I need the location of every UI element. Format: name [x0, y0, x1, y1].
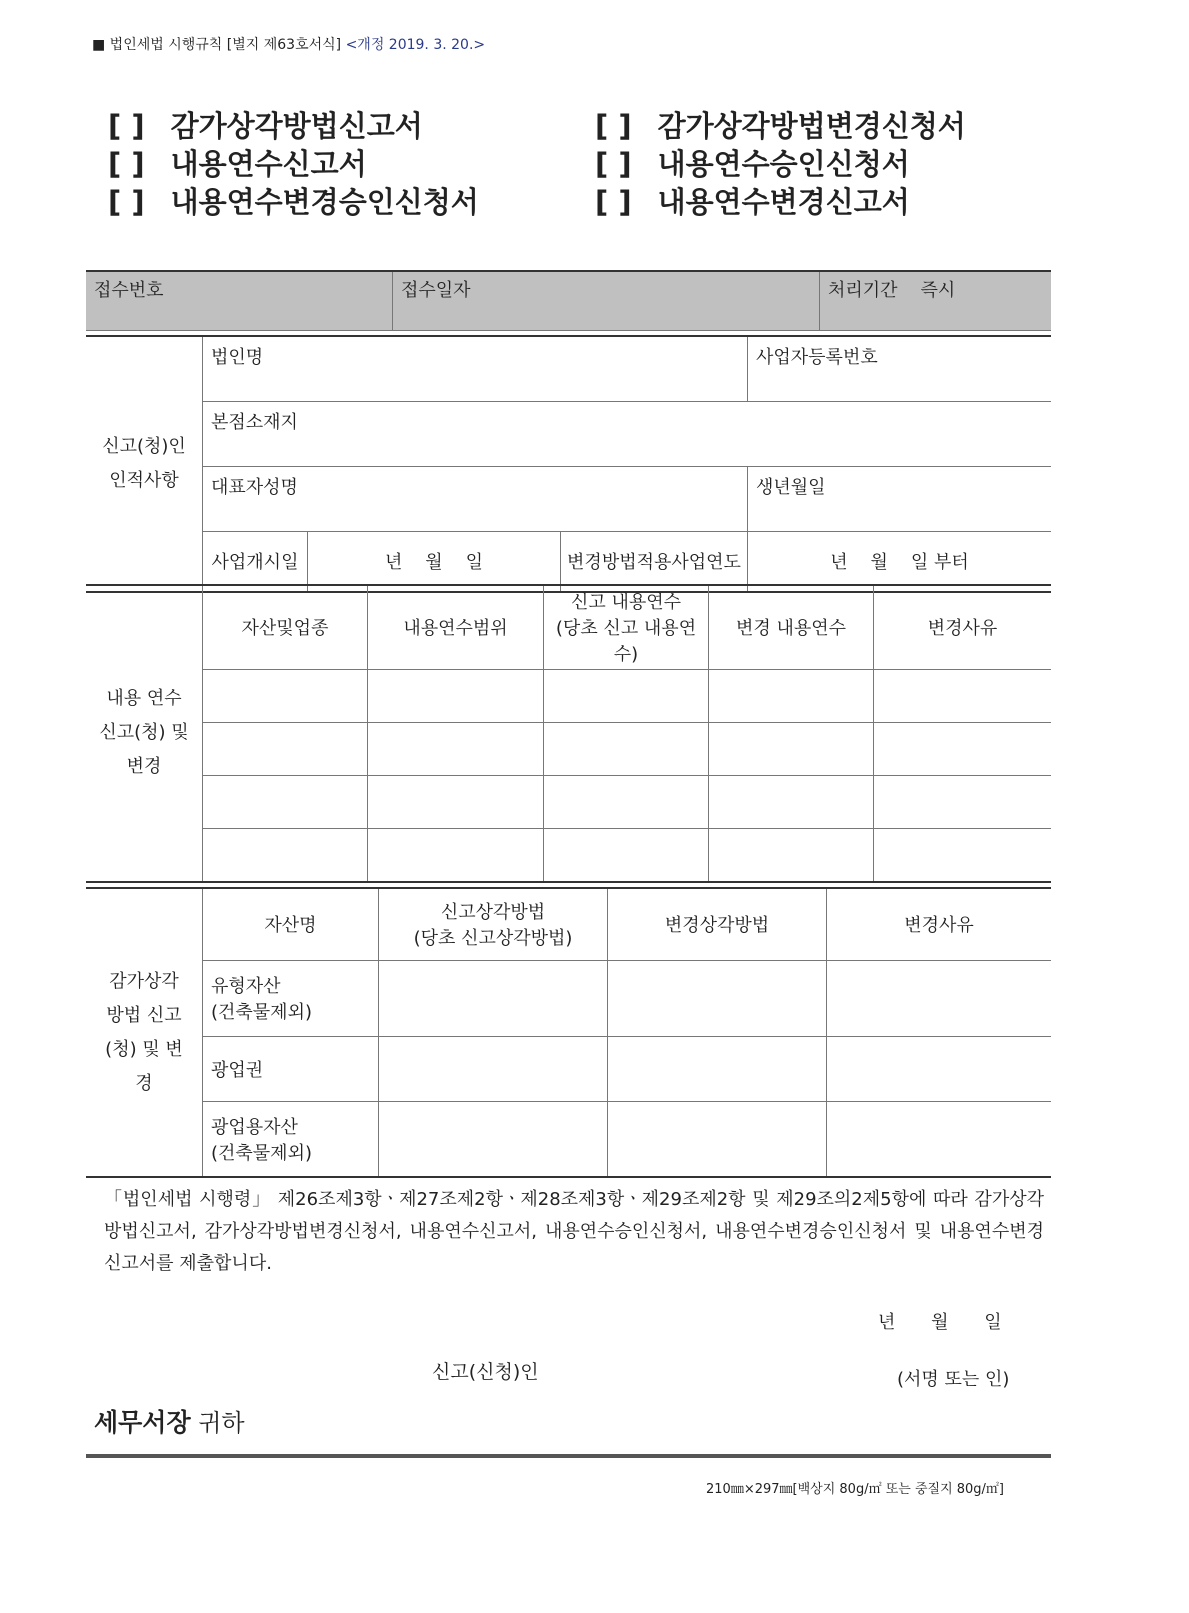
- bottom-divider: [86, 1454, 1051, 1458]
- col-reported-method: 신고상각방법 (당초 신고상각방법): [379, 888, 608, 960]
- cell[interactable]: [203, 722, 368, 775]
- head-office-field[interactable]: 본점소재지: [203, 402, 1052, 467]
- rep-name-field[interactable]: 대표자성명: [203, 467, 748, 532]
- cell[interactable]: [608, 960, 827, 1036]
- apply-year-label: 변경방법적용사업연도: [561, 532, 748, 592]
- useful-life-section-label: 내용 연수 신고(청) 및 변경: [86, 585, 203, 882]
- identity-section-label: 신고(청)인 인적사항: [86, 336, 203, 592]
- col-asset-name: 자산명: [203, 888, 379, 960]
- start-date-field[interactable]: 년 월 일: [308, 532, 561, 592]
- col-change-reason: 변경사유: [827, 888, 1052, 960]
- title-life-change-report[interactable]: [ ] 내용연수변경신고서: [595, 185, 910, 219]
- submission-statement: 「법인세법 시행령」 제26조제3항ㆍ제27조제2항ㆍ제28조제3항ㆍ제29조제2항 및 제29조의2제5항에 따라 감가상각방법신고서, 감가상각방법변경신청서, 내용연수신고서, 내용연수승인신청서, 내용연수변경승인신청서 및 내용연수변경신고서를 제출합니다.: [104, 1189, 1044, 1274]
- cell[interactable]: [608, 1101, 827, 1177]
- applicant-label: 신고(신청)인: [432, 1361, 539, 1383]
- cell[interactable]: [827, 1101, 1052, 1177]
- title-depreciation-report[interactable]: [ ] 감가상각방법신고서: [108, 109, 423, 143]
- cell[interactable]: [544, 775, 709, 828]
- cell[interactable]: [368, 722, 544, 775]
- corp-name-field[interactable]: 법인명: [203, 336, 748, 402]
- cell[interactable]: [379, 960, 608, 1036]
- cell[interactable]: [608, 1036, 827, 1101]
- title-life-change-approval[interactable]: [ ] 내용연수변경승인신청서: [108, 185, 479, 219]
- recipient-suffix: 귀하: [198, 1409, 245, 1437]
- cell[interactable]: [874, 775, 1052, 828]
- cell[interactable]: [827, 1036, 1052, 1101]
- cell[interactable]: [827, 960, 1052, 1036]
- cell[interactable]: [379, 1101, 608, 1177]
- receipt-date[interactable]: 접수일자: [393, 271, 820, 331]
- cell[interactable]: [874, 722, 1052, 775]
- cell[interactable]: [379, 1036, 608, 1101]
- title-depreciation-change[interactable]: [ ] 감가상각방법변경신청서: [595, 109, 966, 143]
- cell[interactable]: [709, 775, 874, 828]
- col-reported-life: 신고 내용연수 (당초 신고 내용연수): [544, 585, 709, 669]
- start-date-label: 사업개시일: [203, 532, 308, 592]
- processing-value: 즉시: [920, 280, 956, 301]
- cell[interactable]: [368, 775, 544, 828]
- recipient: [94, 1403, 245, 1439]
- asset-mining-right: 광업권: [203, 1036, 379, 1101]
- cell[interactable]: [709, 669, 874, 722]
- cell[interactable]: [203, 669, 368, 722]
- checkbox[interactable]: [ ]: [108, 147, 145, 181]
- title-life-report[interactable]: [ ] 내용연수신고서: [108, 147, 367, 181]
- cell[interactable]: [368, 828, 544, 882]
- receipt-number[interactable]: 접수번호: [86, 271, 393, 331]
- col-asset-industry: 자산및업종: [203, 585, 368, 669]
- checkbox[interactable]: [ ]: [595, 109, 632, 143]
- form-header: [92, 34, 485, 54]
- checkbox[interactable]: [ ]: [108, 109, 145, 143]
- asset-tangible: 유형자산 (건축물제외): [203, 960, 379, 1036]
- title-life-approval[interactable]: [ ] 내용연수승인신청서: [595, 147, 910, 181]
- signature-date[interactable]: 년 월 일: [878, 1312, 1002, 1333]
- col-life-range: 내용연수범위: [368, 585, 544, 669]
- cell[interactable]: [544, 669, 709, 722]
- checkbox[interactable]: [ ]: [595, 185, 632, 219]
- depreciation-section-label: 감가상각 방법 신고 (청) 및 변 경: [86, 888, 203, 1177]
- cell[interactable]: [203, 828, 368, 882]
- birth-date-field[interactable]: 생년월일: [748, 467, 1052, 532]
- cell[interactable]: [874, 669, 1052, 722]
- depreciation-table: [86, 887, 1051, 1178]
- processing-period: 처리기간 즉시: [820, 271, 1052, 331]
- cell[interactable]: [203, 775, 368, 828]
- asset-mining-equipment: 광업용자산 (건축물제외): [203, 1101, 379, 1177]
- col-change-reason: 변경사유: [874, 585, 1052, 669]
- checkbox[interactable]: [ ]: [595, 147, 632, 181]
- tax-office-name: 세무서장: [94, 1408, 191, 1437]
- checkbox[interactable]: [ ]: [108, 185, 145, 219]
- apply-year-field[interactable]: 년 월 일 부터: [748, 532, 1052, 592]
- useful-life-table: [86, 584, 1051, 883]
- cell[interactable]: [368, 669, 544, 722]
- cell[interactable]: [709, 722, 874, 775]
- law-reference: ■ 법인세법 시행규칙 [별지 제63호서식]: [92, 37, 342, 53]
- biz-number-field[interactable]: 사업자등록번호: [748, 336, 1052, 402]
- receipt-table: [86, 270, 1051, 331]
- identity-table: [86, 335, 1051, 593]
- cell[interactable]: [544, 722, 709, 775]
- cell[interactable]: [874, 828, 1052, 882]
- col-changed-method: 변경상각방법: [608, 888, 827, 960]
- amendment-date: <개정 2019. 3. 20.>: [345, 37, 486, 53]
- cell[interactable]: [544, 828, 709, 882]
- cell[interactable]: [709, 828, 874, 882]
- paper-spec: 210㎜×297㎜[백상지 80g/㎡ 또는 중질지 80g/㎡]: [706, 1482, 1005, 1497]
- col-changed-life: 변경 내용연수: [709, 585, 874, 669]
- signature-seal[interactable]: (서명 또는 인): [897, 1369, 1010, 1390]
